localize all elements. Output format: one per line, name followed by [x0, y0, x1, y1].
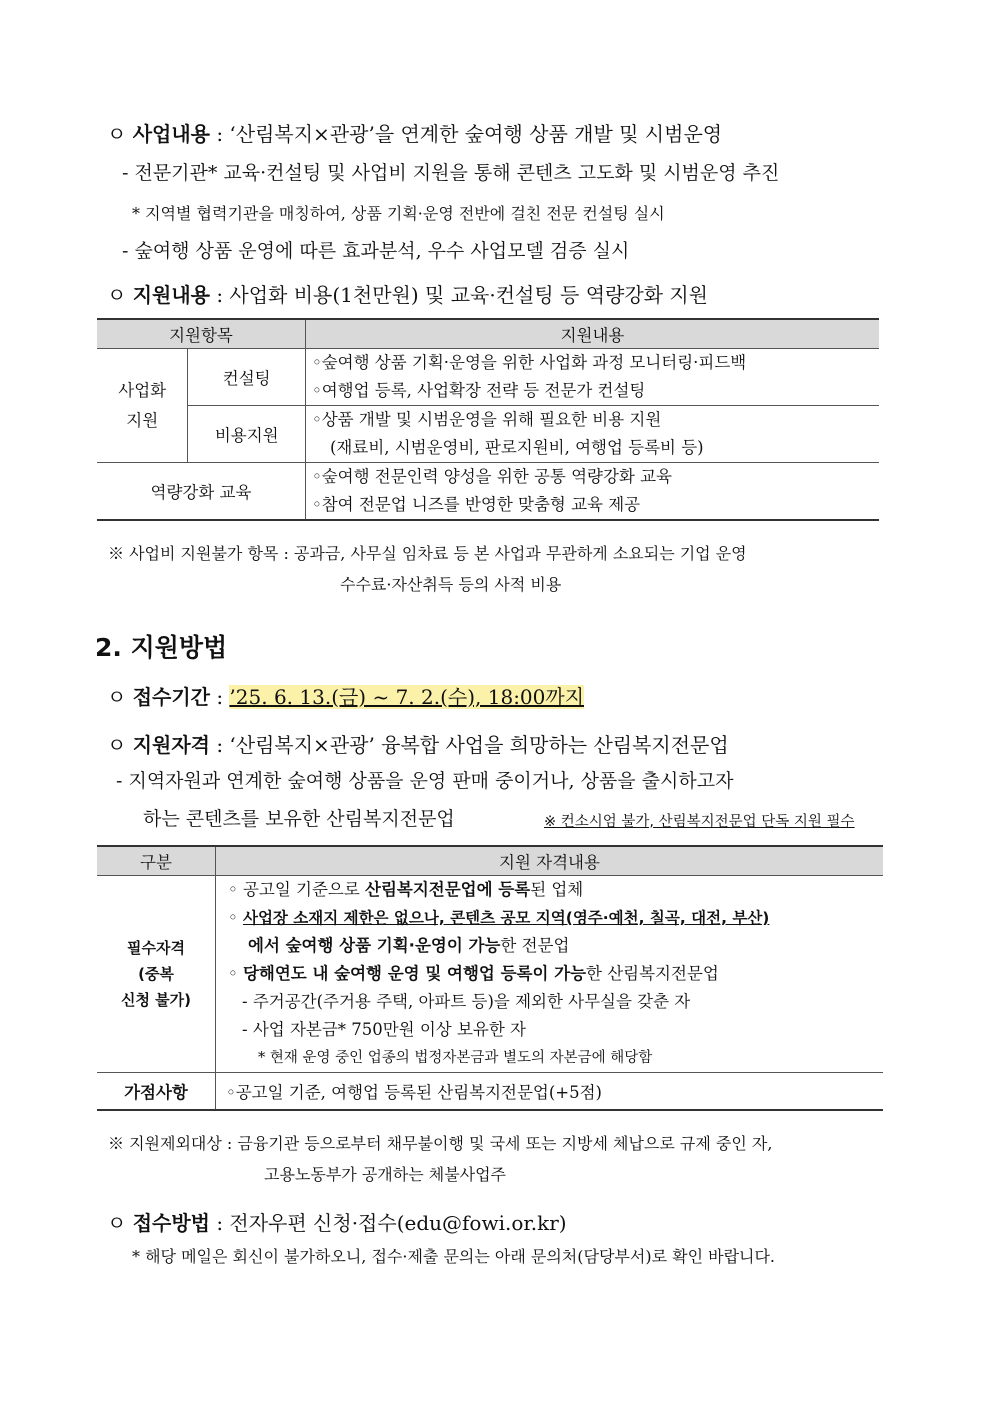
item-cost-support: 비용지원: [188, 406, 306, 463]
business-content-line: [107, 118, 722, 147]
ineligible-cost-note-2: 수수료·자산취득 등의 사적 비용: [340, 575, 562, 594]
business-sub-1-note: * 지역별 협력기관을 매칭하여, 상품 기획·운영 전반에 걸친 전문 컨설팅 실시: [132, 204, 665, 223]
excluded-note-2: 고용노동부가 공개하는 체불사업주: [264, 1165, 507, 1184]
cost-support-content: [306, 406, 880, 463]
business-label: 사업내용: [132, 122, 210, 146]
bullet-marker: ㅇ: [107, 733, 127, 757]
support-content-line: [107, 279, 708, 308]
education-line-2: ◦참여 전문업 니즈를 반영한 맞춤형 교육 제공: [312, 495, 641, 514]
req-line-1-c: 된 업체: [530, 880, 584, 899]
qualification-label: 지원자격: [132, 733, 210, 757]
consulting-line-2: ◦여행업 등록, 사업확장 전략 등 전문가 컨설팅: [312, 381, 646, 400]
req-line-2-a: ◦: [228, 908, 243, 927]
separator: :: [209, 1211, 230, 1235]
req-line-5: - 주거공간(주거용 주택, 아파트 등)을 제외한 사무실을 갖춘 자: [242, 992, 691, 1011]
consortium-note: ※ 컨소시엄 불가, 산림복지전문업 단독 지원 필수: [544, 814, 855, 830]
period-label: 접수기간: [132, 685, 210, 709]
item-consulting: 컨설팅: [188, 349, 306, 406]
req-line-2-b: 사업장 소재지 제한은 없으나, 콘텐츠 공모 지역(영주·예천, 칠곡, 대전, 부산): [242, 909, 770, 927]
separator: :: [209, 283, 230, 307]
header-qualification-content: 지원 자격내용: [216, 846, 884, 876]
req-line-1-b: 산림복지전문업에 등록: [365, 880, 531, 899]
qualification-sub-2: 하는 콘텐츠를 보유한 산림복지전문업: [143, 808, 455, 830]
business-text: ‘산림복지×관광’을 연계한 숲여행 상품 개발 및 시범운영: [229, 122, 723, 146]
req-label-1: 필수자격: [127, 939, 185, 957]
application-method-line: [107, 1207, 567, 1236]
support-text: 사업화 비용(1천만원) 및 교육·컨설팅 등 역량강화 지원: [229, 283, 708, 307]
ineligible-cost-note-1: ※ 사업비 지원불가 항목 : 공과금, 사무실 임차료 등 본 사업과 무관하게 소요되는 기업 운영: [108, 544, 747, 563]
qualification-line: [107, 729, 729, 758]
group-commercialization: 사업화 지원: [97, 349, 188, 463]
support-label: 지원내용: [132, 283, 210, 307]
req-capital-note: * 현재 운영 중인 업종의 법정자본금과 별도의 자본금에 해당함: [258, 1050, 653, 1066]
separator: :: [209, 733, 230, 757]
cost-line-2: (재료비, 시범운영비, 판로지원비, 여행업 등록비 등): [330, 438, 704, 457]
method-note: * 해당 메일은 회신이 불가하오니, 접수·제출 문의는 아래 문의처(담당부서)로 확인 바랍니다.: [132, 1247, 776, 1266]
bullet-marker: ㅇ: [107, 283, 127, 307]
business-sub-2: - 숲여행 상품 운영에 따른 효과분석, 우수 사업모델 검증 실시: [122, 240, 630, 262]
qualification-text: ‘산림복지×관광’ 융복합 사업을 희망하는 산림복지전문업: [229, 733, 729, 757]
bullet-marker: ㅇ: [107, 685, 127, 709]
req-line-4-a: ◦: [228, 964, 243, 983]
req-line-3-c: 한 전문업: [500, 936, 570, 955]
required-qualification-content: [216, 876, 884, 1073]
business-sub-1: - 전문기관* 교육·컨설팅 및 사업비 지원을 통해 콘텐츠 고도화 및 시범운영 추진: [122, 162, 780, 184]
education-line-1: ◦숲여행 전문인력 양성을 위한 공통 역량강화 교육: [312, 467, 672, 486]
bonus-label: 가점사항: [97, 1073, 216, 1111]
cost-line-1: ◦상품 개발 및 시범운영을 위해 필요한 비용 지원: [312, 410, 662, 429]
req-line-1: [228, 876, 877, 904]
bullet-marker: ㅇ: [107, 122, 127, 146]
req-line-4-b: 당해연도 내 숲여행 운영 및 여행업 등록이 가능: [242, 964, 587, 983]
education-content: [306, 463, 880, 521]
consulting-line-1: ◦숲여행 상품 기획·운영을 위한 사업화 과정 모니터링·피드백: [312, 353, 747, 372]
req-line-1-a: ◦ 공고일 기준으로: [228, 880, 366, 899]
consulting-content: [306, 349, 880, 406]
separator: :: [209, 122, 230, 146]
section-title-application-method: 2. 지원방법: [95, 633, 228, 662]
period-text: ’25. 6. 13.(금) ~ 7. 2.(수), 18:00까지: [229, 685, 585, 709]
req-label-3: 신청 불가): [120, 991, 192, 1009]
req-line-3-b: 에서 숲여행 상품 기획·운영이 가능: [248, 936, 501, 955]
item-capacity-education: 역량강화 교육: [97, 463, 306, 521]
req-line-2: [228, 904, 877, 932]
qualification-table: [97, 845, 883, 1111]
excluded-note-1: ※ 지원제외대상 : 금융기관 등으로부터 채무불이행 및 국세 또는 지방세 체납으로 규제 중인 자,: [108, 1134, 773, 1153]
method-label: 접수방법: [132, 1211, 210, 1235]
required-qualification-label: [97, 876, 216, 1073]
header-support-item: 지원항목: [97, 319, 306, 349]
req-line-6: - 사업 자본금* 750만원 이상 보유한 자: [242, 1020, 526, 1039]
req-label-2: (중복: [138, 965, 174, 983]
req-line-4-c: 한 산림복지전문업: [586, 964, 719, 983]
method-text: 전자우편 신청·접수(edu@fowi.or.kr): [229, 1211, 567, 1235]
application-period-line: [107, 681, 584, 710]
separator: :: [209, 685, 230, 709]
qualification-sub-1: - 지역자원과 연계한 숲여행 상품을 운영 판매 중이거나, 상품을 출시하고자: [116, 770, 734, 792]
req-line-3: [228, 932, 877, 960]
bonus-content: ◦공고일 기준, 여행업 등록된 산림복지전문업(+5점): [216, 1073, 884, 1111]
support-items-table: [97, 318, 879, 521]
header-support-content: 지원내용: [306, 319, 880, 349]
header-category: 구분: [97, 846, 216, 876]
bullet-marker: ㅇ: [107, 1211, 127, 1235]
req-line-4: [228, 960, 877, 988]
